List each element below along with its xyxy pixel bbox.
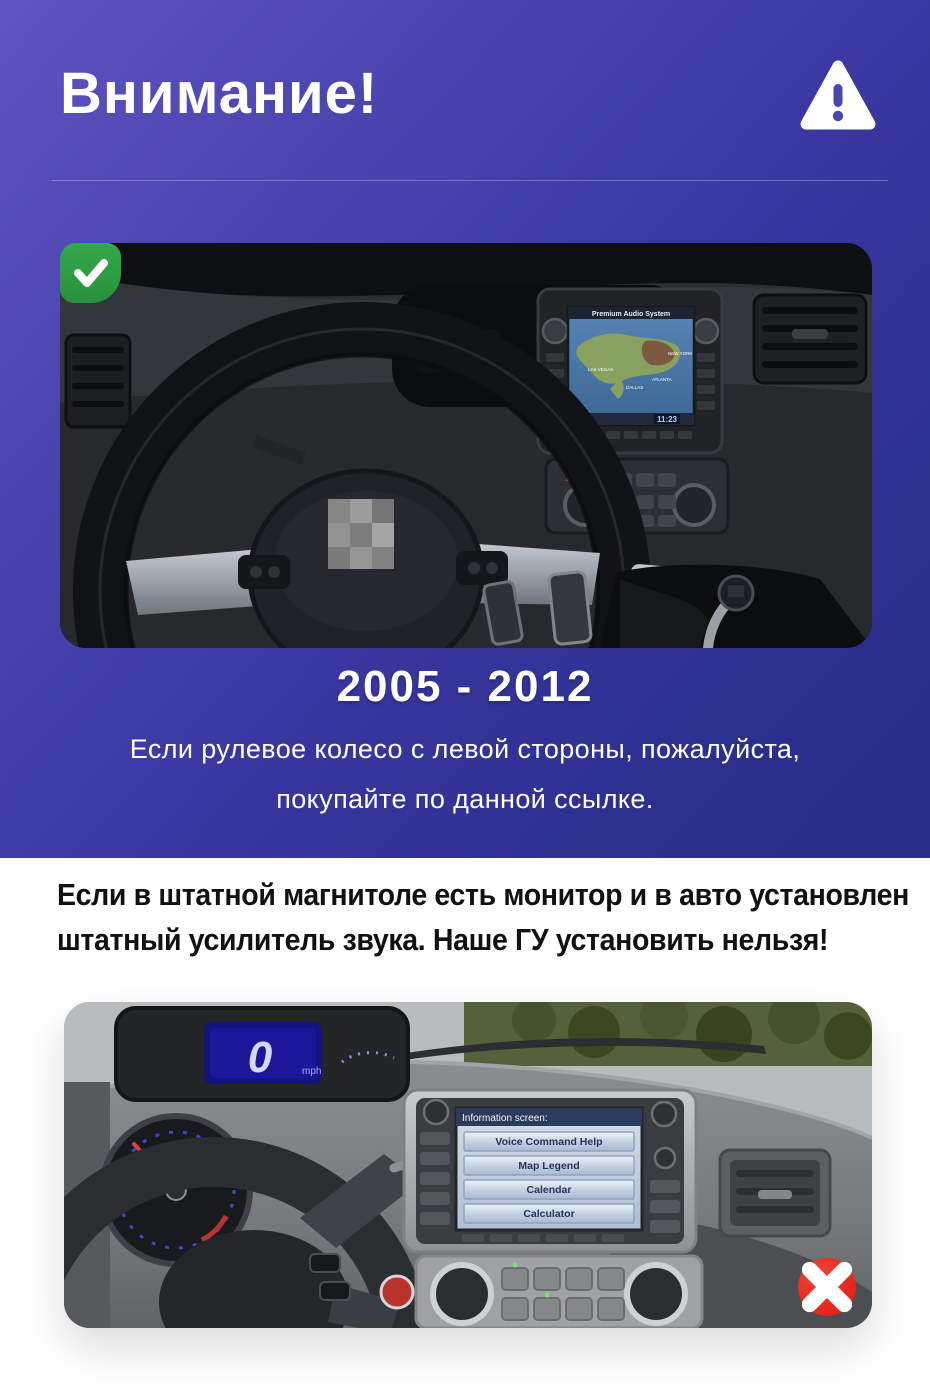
fan-knob [433, 1265, 491, 1323]
nav-knob-right [694, 319, 718, 343]
wheel-buttons-right [456, 551, 508, 585]
nav-knob-right [652, 1102, 676, 1126]
nav-header-text: Premium Audio System [591, 311, 671, 318]
windshield-greenery [464, 1002, 872, 1066]
hero-subtitle-line1: Если рулевое колесо с левой стороны, пожалуйста, [129, 734, 801, 764]
warning-text-line2: штатный усилитель звука. Наше ГУ установить нельзя! [57, 922, 829, 957]
divider-line [52, 180, 888, 181]
screen-title: Information screen: [462, 1113, 548, 1124]
hero-subtitle-line2: покупайте по данной ссылке. [276, 784, 654, 814]
nav-knob-left [543, 319, 567, 343]
start-button [381, 1276, 413, 1308]
dashboard-photo-incompatible [64, 1002, 872, 1328]
map-city-label: ATLANTA [652, 377, 672, 382]
passenger-air-vent [720, 1150, 830, 1236]
nav-screen-map [568, 307, 694, 425]
left-air-vent [66, 335, 130, 427]
warning-triangle-icon [800, 60, 876, 134]
model-years: 2005 - 2012 [336, 662, 594, 711]
speed-unit: mph [302, 1066, 322, 1077]
x-icon [798, 1258, 856, 1316]
digital-speedometer-cluster [116, 1008, 408, 1100]
screen-menu-item: Map Legend [518, 1160, 580, 1172]
climate-control-panel [381, 1256, 702, 1328]
temp-knob [674, 485, 714, 525]
nav-knob-left [424, 1100, 448, 1124]
dashboard-illustration-monitor [64, 1002, 872, 1328]
screen-menu-item: Voice Command Help [495, 1136, 603, 1148]
wheel-buttons-left [238, 555, 290, 589]
hero-subtitle [0, 724, 930, 824]
warning-text-line1: Если в штатной магнитоле есть монитор и в авто установлен [57, 877, 910, 912]
map-city-label: NEW YORK [668, 351, 693, 356]
temp-knob [627, 1265, 685, 1323]
check-icon [71, 256, 111, 290]
compatible-badge [60, 243, 121, 303]
dashboard-illustration-lhd [60, 243, 872, 648]
speed-value: 0 [247, 1033, 273, 1082]
screen-menu-item: Calendar [526, 1184, 572, 1196]
incompatibility-warning-text [57, 872, 917, 962]
screen-menu-item: Calculator [523, 1208, 575, 1220]
page-title: Внимание! [60, 61, 379, 126]
information-screen [456, 1108, 642, 1230]
censored-logo [328, 499, 394, 569]
not-compatible-badge [798, 1258, 856, 1316]
map-city-label: DALLAS [626, 385, 644, 390]
nav-clock: 11:23 [656, 415, 678, 424]
map-city-label: LAS VEGAS [588, 367, 614, 372]
dashboard-photo-correct [60, 243, 872, 648]
factory-monitor-head-unit [404, 1090, 696, 1252]
center-air-vent [754, 295, 866, 383]
